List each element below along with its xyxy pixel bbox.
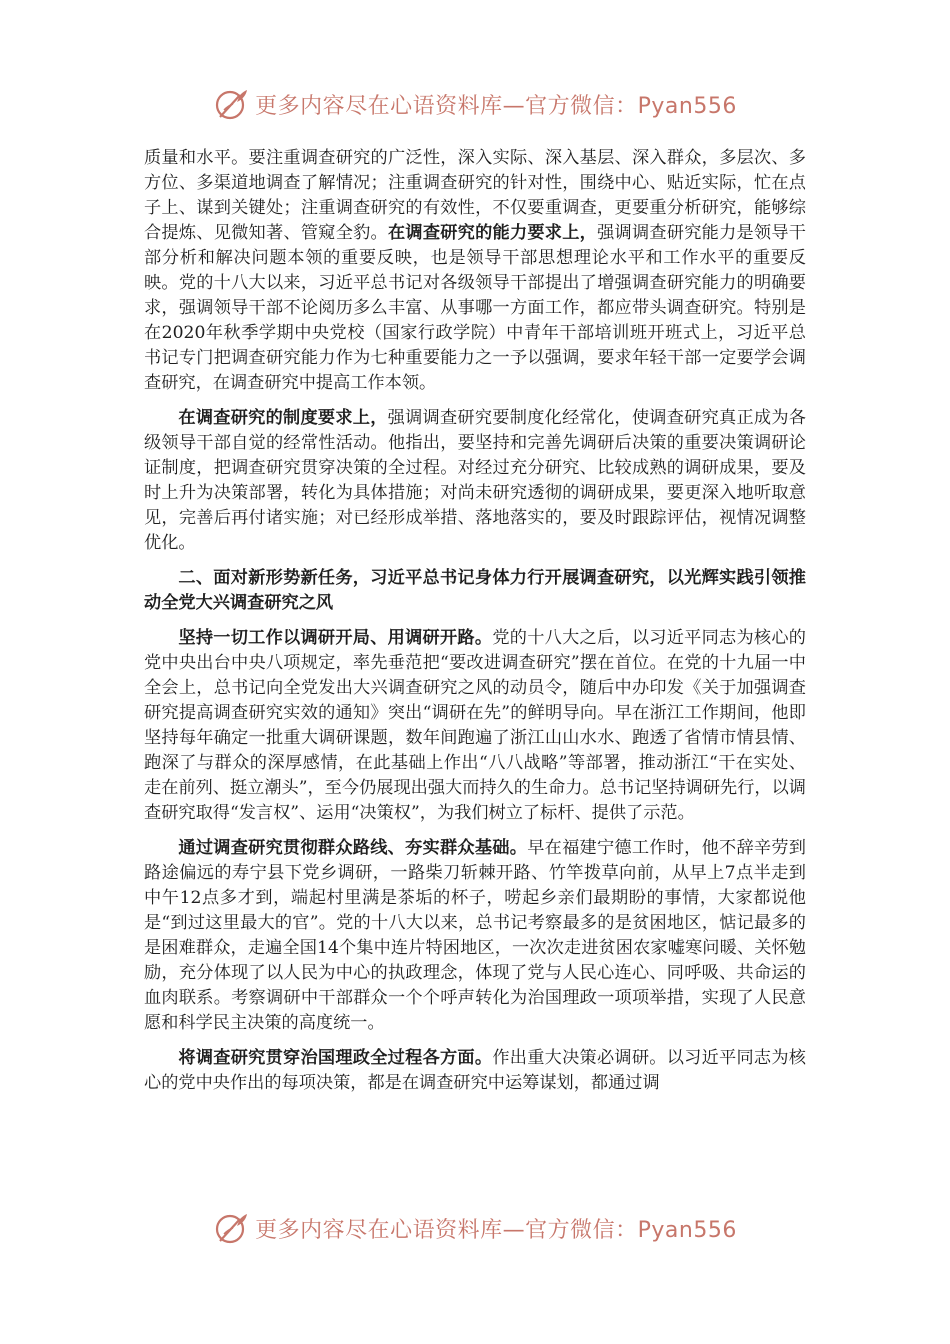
paragraph-2-bold: 在调查研究的制度要求上， (178, 408, 388, 428)
paragraph-1-text-b: 强调调查研究能力是领导干部分析和解决问题本领的重要反映，也是领导干部思想理论水平和工作水平的重要反映。党的十八大以来，习近平总书记对各级领导干部提出了增强调查研究能力的明确要求，强调领导干部不论阅历多么丰富、从事哪一方面工作，都应带头调查研究。特别是在2020年秋季学期中央党校（国家行政学院）中青年干部培训班开班式上，习近平总书记专门把调查研究能力作为七种重要能力之一予以强调，要求年轻干部一定要学会调查研究，在调查研究中提高工作本领。 (144, 223, 806, 393)
paragraph-1-bold: 在调查研究的能力要求上， (387, 223, 598, 243)
footer-banner-text: 更多内容尽在心语资料库—官方微信：Pyan556 (255, 1217, 737, 1243)
paragraph-2-text: 强调调查研究要制度化经常化，使调查研究真正成为各级领导干部自觉的经常性活动。他指出，要坚持和完善先调研后决策的重要决策调研论证制度，把调查研究贯穿决策的全过程。对经过充分研究、比较成熟的调研成果，要及时上升为决策部署，转化为具体措施；对尚未研究透彻的调研成果，要更深入地听取意见，完善后再付诸实施；对已经形成举措、落地落实的，要及时跟踪评估，视情况调整优化。 (144, 408, 806, 553)
paragraph-3-text: 党的十八大之后，以习近平同志为核心的党中央出台中央八项规定，率先垂范把“要改进调查研究”摆在首位。在党的十九届一中全会上，总书记向全党发出大兴调查研究之风的动员令，随后中办印发《关于加强调查研究提高调查研究实效的通知》突出“调研在先”的鲜明导向。早在浙江工作期间，他即坚持每年确定一批重大调研课题，数年间跑遍了浙江山山水水、跑透了省情市情县情、跑深了与群众的深厚感情，在此基础上作出“八八战略”等部署，推动浙江“干在实处、走在前列、挺立潮头”，至今仍展现出强大而持久的生命力。总书记坚持调研先行，以调查研究取得“发言权”、运用“决策权”，为我们树立了标杆、提供了示范。 (144, 628, 806, 823)
header-banner-text: 更多内容尽在心语资料库—官方微信：Pyan556 (255, 93, 737, 119)
feather-logo-icon (213, 1210, 249, 1246)
footer-banner (0, 1208, 950, 1248)
paragraph-3 (144, 626, 806, 826)
paragraph-4 (144, 836, 806, 1036)
paragraph-5-bold: 将调查研究贯穿治国理政全过程各方面。 (178, 1048, 493, 1068)
paragraph-1-text-a: 质量和水平。要注重调查研究的广泛性，深入实际、深入基层、深入群众，多层次、多方位、多渠道地调查了解情况；注重调查研究的针对性，围绕中心、贴近实际，忙在点子上、谋到关键处；注重调查研究的有效性，不仅要重调查，更要重分析研究，能够综合提炼、见微知著、管窥全豹。 (144, 148, 806, 243)
paragraph-5-text: 作出重大决策必调研。以习近平同志为核心的党中央作出的每项决策，都是在调查研究中运筹谋划，都通过调 (144, 1048, 806, 1093)
paragraph-2 (144, 406, 806, 556)
feather-logo-icon (213, 86, 249, 122)
paragraph-5 (144, 1046, 806, 1096)
paragraph-3-bold: 坚持一切工作以调研开局、用调研开路。 (178, 628, 493, 648)
paragraph-4-text: 早在福建宁德工作时，他不辞辛劳到路途偏远的寿宁县下党乡调研，一路柴刀斩棘开路、竹竿拨草向前，从早上7点半走到中午12点多才到，端起村里满是茶垢的杯子，唠起乡亲们最期盼的事情，大家都说他是“到过这里最大的官”。党的十八大以来，总书记考察最多的是贫困地区，惦记最多的是困难群众，走遍全国14个集中连片特困地区，一次次走进贫困农家嘘寒问暖、关怀勉励，充分体现了以人民为中心的执政理念，体现了党与人民心连心、同呼吸、共命运的血肉联系。考察调研中干部群众一个个呼声转化为治国理政一项项举措，实现了人民意愿和科学民主决策的高度统一。 (144, 838, 806, 1033)
section-heading: 二、面对新形势新任务，习近平总书记身体力行开展调查研究，以光辉实践引领推动全党大兴调查研究之风 (144, 568, 806, 613)
paragraph-4-bold: 通过调查研究贯彻群众路线、夯实群众基础。 (178, 838, 528, 858)
paragraph-1 (144, 146, 806, 396)
header-banner (0, 84, 950, 124)
document-body (144, 146, 806, 1106)
